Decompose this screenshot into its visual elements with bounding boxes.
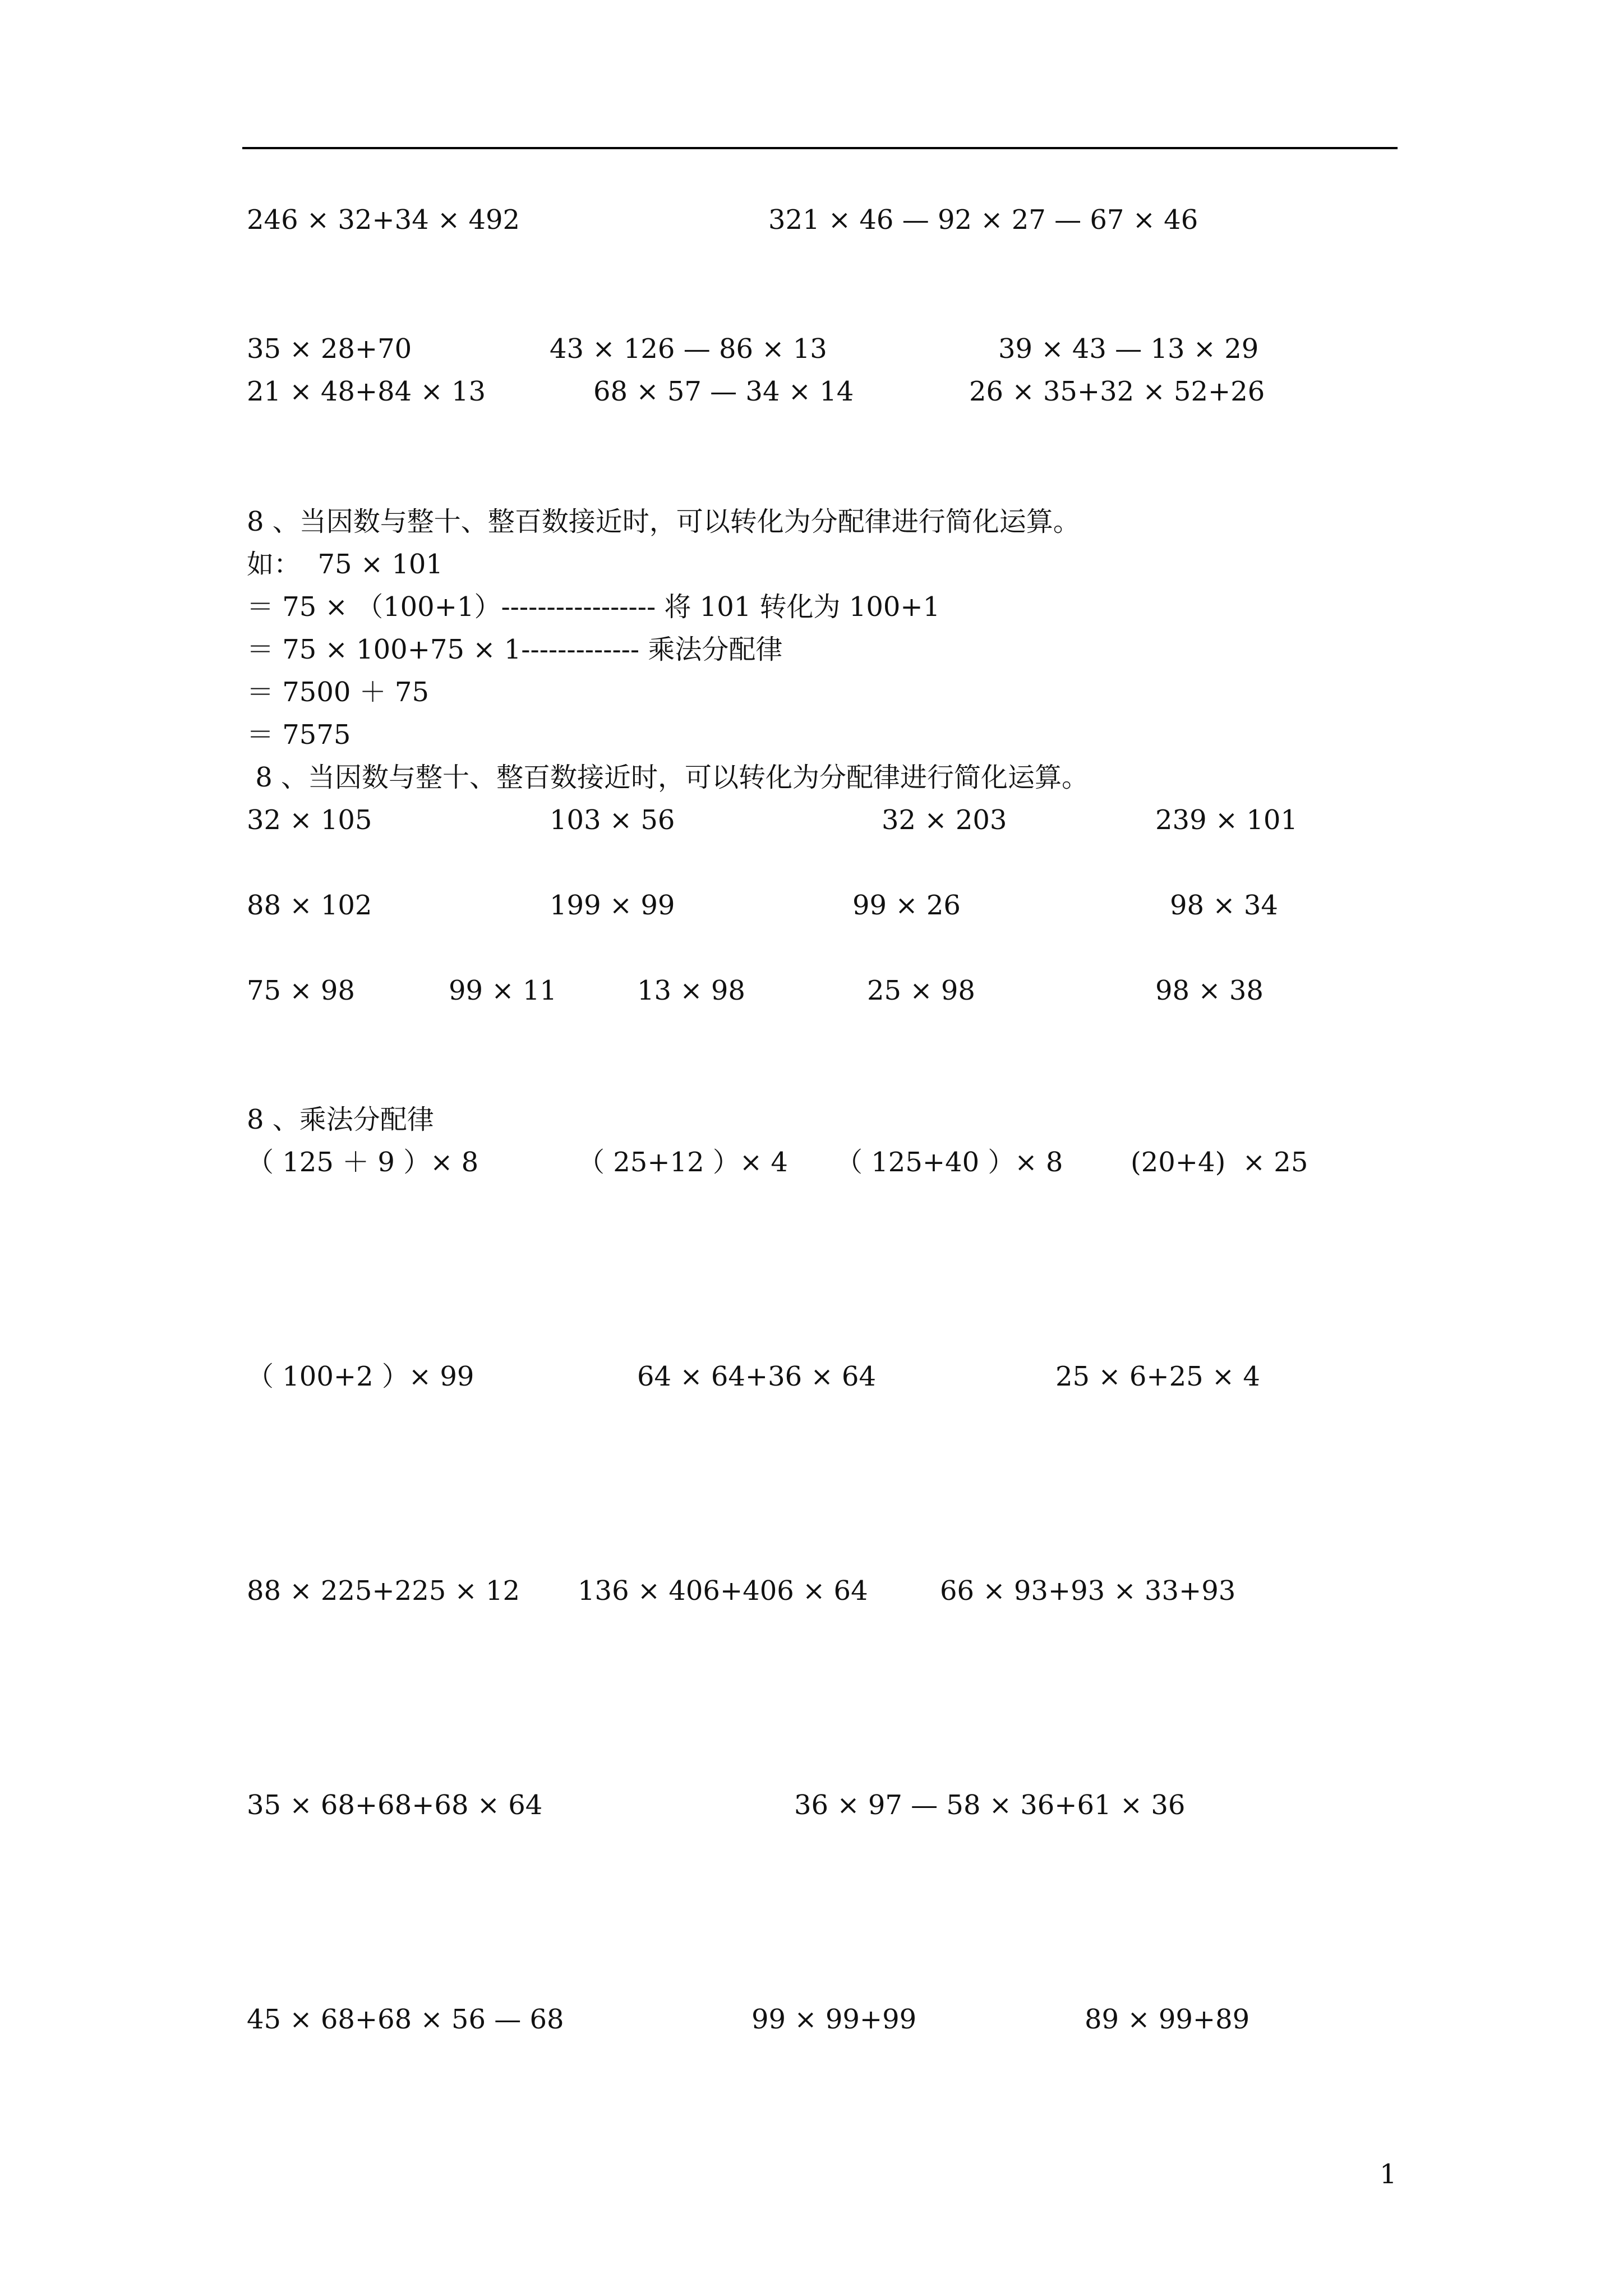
problem: (20+4) × 25 <box>1131 1147 1308 1178</box>
header-rule <box>242 147 1398 149</box>
problem: 32 × 105 <box>247 804 372 836</box>
problem: 26 × 35+32 × 52+26 <box>969 376 1265 407</box>
problem: 35 × 68+68+68 × 64 <box>247 1789 543 1821</box>
problem: 75 × 98 <box>247 975 355 1006</box>
problem: 66 × 93+93 × 33+93 <box>940 1575 1236 1607</box>
problem: （ 25+12 ）× 4 <box>578 1147 788 1178</box>
example-line: 如： 75 × 101 <box>247 549 443 580</box>
problem: （ 100+2 ）× 99 <box>247 1361 474 1392</box>
page-number: 1 <box>1380 2159 1397 2190</box>
problem: 136 × 406+406 × 64 <box>578 1575 868 1607</box>
example-line: ＝ 75 × 100+75 × 1------------- 乘法分配律 <box>247 634 783 665</box>
problem: 36 × 97 — 58 × 36+61 × 36 <box>794 1789 1186 1821</box>
problem: 13 × 98 <box>637 975 745 1006</box>
problem: 98 × 38 <box>1155 975 1264 1006</box>
problem: 35 × 28+70 <box>247 333 412 365</box>
problem: 103 × 56 <box>550 804 675 836</box>
problem: 88 × 102 <box>247 890 372 921</box>
problem: 25 × 98 <box>867 975 975 1006</box>
problem: （ 125+40 ）× 8 <box>836 1147 1063 1178</box>
example-line: ＝ 7500 ＋ 75 <box>247 677 430 708</box>
problem: 321 × 46 — 92 × 27 — 67 × 46 <box>768 204 1198 236</box>
problem: 39 × 43 — 13 × 29 <box>998 333 1259 365</box>
problem: 99 × 99+99 <box>751 2004 917 2035</box>
problem: 99 × 26 <box>852 890 961 921</box>
problem: 89 × 99+89 <box>1085 2004 1250 2035</box>
example-line: ＝ 7575 <box>247 719 351 751</box>
problem: 199 × 99 <box>550 890 675 921</box>
problem: 246 × 32+34 × 492 <box>247 204 520 236</box>
problem: 98 × 34 <box>1170 890 1278 921</box>
section-heading: 8 、当因数与整十、整百数接近时，可以转化为分配律进行简化运算。 <box>247 762 1089 793</box>
section-heading: 8 、乘法分配律 <box>247 1104 434 1135</box>
problem: 21 × 48+84 × 13 <box>247 376 486 407</box>
problem: 99 × 11 <box>449 975 557 1006</box>
problem: 239 × 101 <box>1155 804 1298 836</box>
problem: 68 × 57 — 34 × 14 <box>593 376 854 407</box>
problem: 25 × 6+25 × 4 <box>1055 1361 1260 1392</box>
problem: 43 × 126 — 86 × 13 <box>550 333 827 365</box>
problem: （ 125 ＋ 9 ）× 8 <box>247 1147 479 1178</box>
problem: 64 × 64+36 × 64 <box>637 1361 876 1392</box>
problem: 45 × 68+68 × 56 — 68 <box>247 2004 564 2035</box>
example-line: ＝ 75 × （100+1）----------------- 将 101 转化为 100+1 <box>247 591 940 623</box>
problem: 32 × 203 <box>882 804 1007 836</box>
section-heading: 8 、当因数与整十、整百数接近时，可以转化为分配律进行简化运算。 <box>247 506 1080 537</box>
problem: 88 × 225+225 × 12 <box>247 1575 520 1607</box>
